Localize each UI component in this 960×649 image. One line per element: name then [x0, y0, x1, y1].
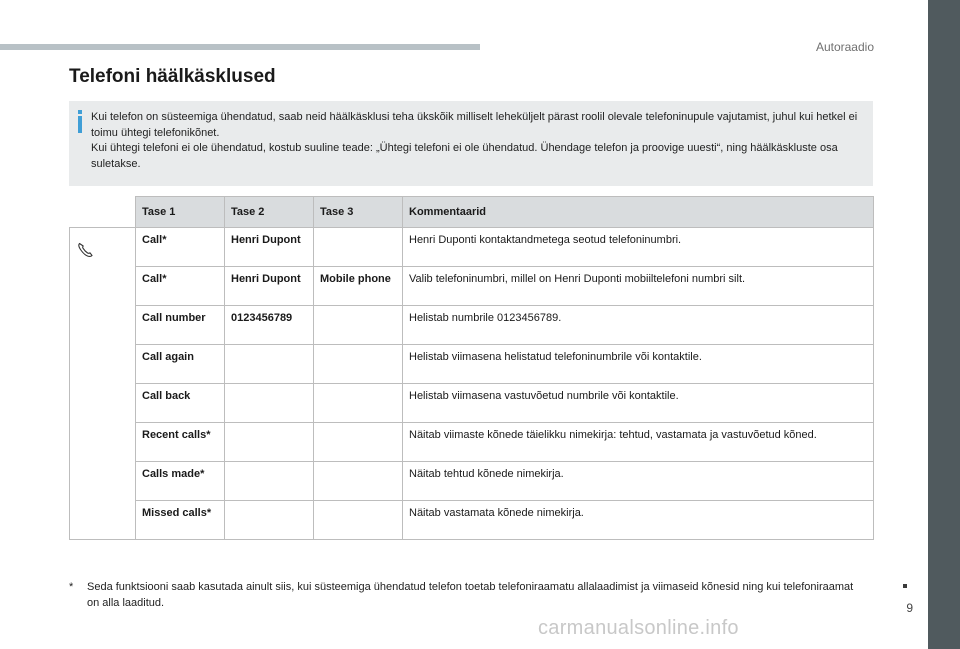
- page-number: 9: [906, 601, 913, 615]
- table-row: [70, 267, 874, 306]
- info-line: Kui ühtegi telefoni ei ole ühendatud, kostub suuline teade: „Ühtegi telefoni ei ole ühendatud. Ühendage telefon ja proovige uuesti“, ning häälkäskluste osa suletakse.: [91, 142, 838, 170]
- table-header-row: [70, 197, 874, 228]
- side-band: [928, 0, 960, 649]
- level-1-command: Call: [142, 234, 163, 246]
- level-1-command: Call: [142, 273, 163, 285]
- info-icon: [77, 110, 83, 133]
- comment: Helistab numbrile 0123456789.: [403, 306, 874, 345]
- asterisk: *: [206, 429, 211, 441]
- level-2-command: [225, 345, 314, 384]
- table-row: [70, 384, 874, 423]
- table-header-blank: [70, 197, 136, 228]
- level-3-command: [314, 501, 403, 540]
- table-row: [70, 501, 874, 540]
- asterisk: *: [162, 273, 167, 285]
- info-text: [91, 110, 863, 172]
- level-2-command: Henri Dupont: [225, 267, 314, 306]
- level-2-command: [225, 423, 314, 462]
- comment: Helistab viimasena vastuvõetud numbrile või kontaktile.: [403, 384, 874, 423]
- level-1-command: Call back: [142, 390, 191, 402]
- level-3-command: Mobile phone: [314, 267, 403, 306]
- asterisk: *: [206, 507, 212, 519]
- voice-command-table: [69, 196, 874, 540]
- level-1-command: Missed calls: [142, 507, 207, 519]
- level-3-command: [314, 423, 403, 462]
- level-1-command: Call number: [142, 312, 206, 324]
- level-3-command: [314, 462, 403, 501]
- footnote-text: Seda funktsiooni saab kasutada ainult siis, kui süsteemiga ühendatud telefon toetab telefoniraamatu allalaadimist ja viimaseid kõnesid ning kui telefoniraamat on alla laaditud.: [87, 581, 854, 609]
- level-3-command: [314, 384, 403, 423]
- table-row: [70, 228, 874, 267]
- level-1-command: Calls made: [142, 468, 201, 480]
- table-row: [70, 462, 874, 501]
- level-2-command: 0123456789: [225, 306, 314, 345]
- level-2-command: [225, 501, 314, 540]
- watermark: carmanualsonline.info: [538, 617, 739, 639]
- level-3-command: [314, 345, 403, 384]
- header-rule: [0, 44, 480, 50]
- page-title: Telefoni häälkäsklused: [69, 66, 276, 87]
- table-header-cell: Kommentaarid: [403, 197, 874, 228]
- level-2-command: Henri Dupont: [225, 228, 314, 267]
- comment: Helistab viimasena helistatud telefoninumbrile või kontaktile.: [403, 345, 874, 384]
- table-header-cell: Tase 3: [314, 197, 403, 228]
- comment: Näitab viimaste kõnede täielikku nimekirja: tehtud, vastamata ja vastuvõetud kõned.: [403, 423, 874, 462]
- footnote-mark: *: [69, 581, 74, 593]
- table-icon-cell: [70, 228, 136, 540]
- comment: Valib telefoninumbri, millel on Henri Duponti mobiiltelefoni numbri silt.: [403, 267, 874, 306]
- level-2-command: [225, 462, 314, 501]
- asterisk: *: [162, 234, 167, 246]
- level-1-command: Call again: [142, 351, 194, 363]
- phone-handset-icon: [76, 240, 96, 260]
- table-row: [70, 306, 874, 345]
- table-header-cell: Tase 2: [225, 197, 314, 228]
- table-row: [70, 345, 874, 384]
- level-2-command: [225, 384, 314, 423]
- info-line: Kui telefon on süsteemiga ühendatud, saab neid häälkäsklusi teha ükskõik milliselt leheküljelt pärast roolil olevale telefoninupule vajutamist, juhul kui hetkel ei toimu ühtegi telefonikõnet.: [91, 111, 858, 139]
- level-1-command: Recent calls: [142, 429, 207, 441]
- section-label: Autoraadio: [815, 40, 874, 54]
- comment: Näitab tehtud kõnede nimekirja.: [403, 462, 874, 501]
- table-row: [70, 423, 874, 462]
- comment: Henri Duponti kontaktandmetega seotud telefoninumbri.: [403, 228, 874, 267]
- level-3-command: [314, 228, 403, 267]
- comment: Näitab vastamata kõnede nimekirja.: [403, 501, 874, 540]
- level-3-command: [314, 306, 403, 345]
- page-marker: [903, 584, 907, 588]
- footnote: [69, 579, 859, 611]
- asterisk: *: [200, 468, 205, 480]
- info-box: [69, 101, 873, 186]
- table-header-cell: Tase 1: [136, 197, 225, 228]
